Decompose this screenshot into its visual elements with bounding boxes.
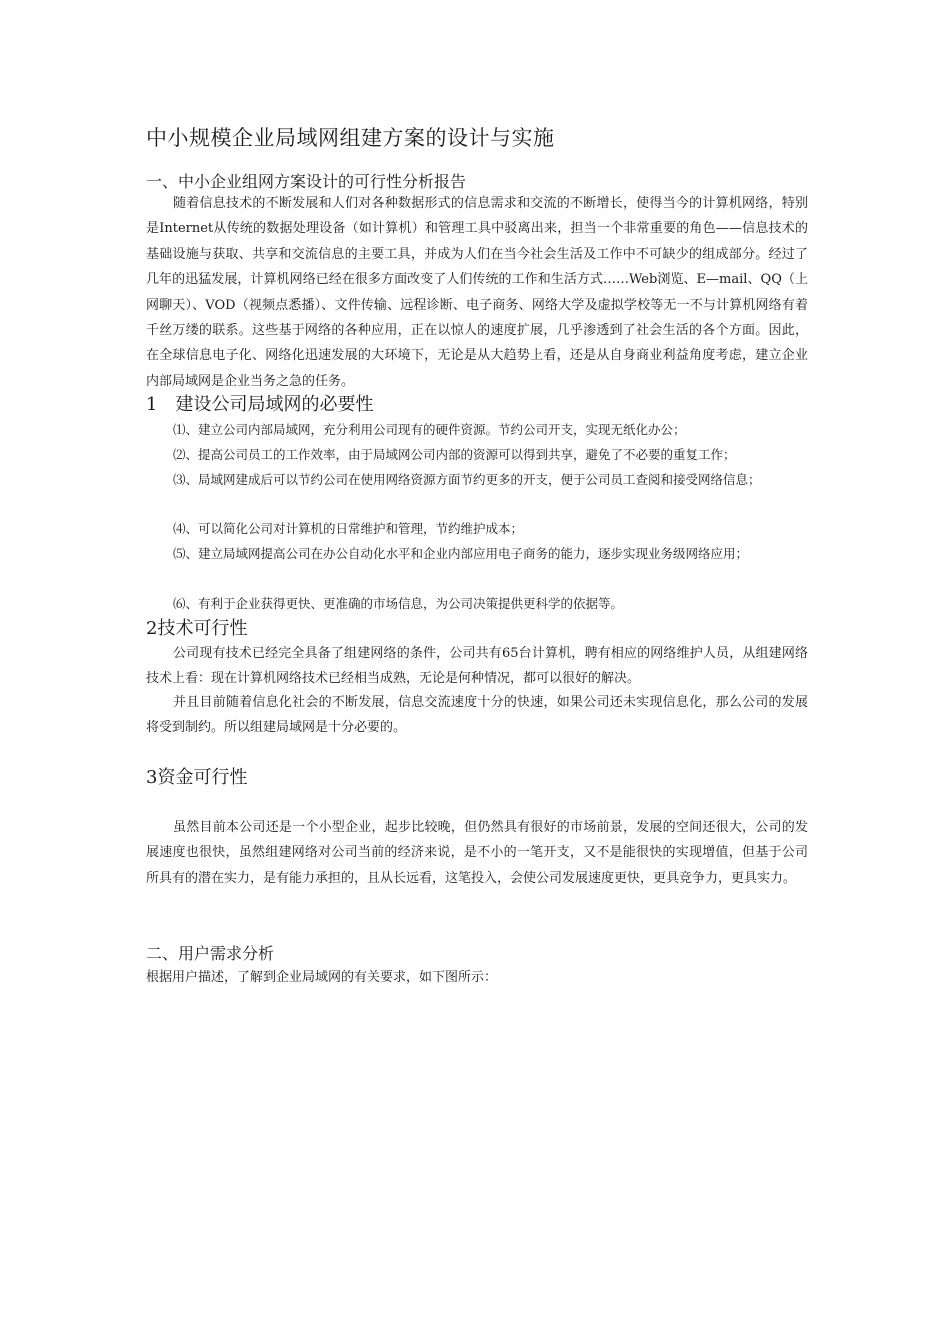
list-item: ⑹、有利于企业获得更快、更准确的市场信息，为公司决策提供更科学的依据等。 <box>173 596 624 611</box>
list-item: ⑶、局域网建成后可以节约公司在使用网络资源方面节约更多的开支，便于公司员工查阅和接受网络信息； <box>173 472 761 487</box>
list-item: ⑸、建立局域网提高公司在办公自动化水平和企业内部应用电子商务的能力，逐步实现业务级网络应用； <box>173 546 749 561</box>
user-needs-paragraph: 根据用户描述，了解到企业局域网的有关要求，如下图所示： <box>146 970 498 985</box>
subsection-heading-necessity: 1 建设公司局域网的必要性 <box>146 394 374 415</box>
technical-paragraph: 公司现有技术已经完全具备了组建网络的条件，公司共有65台计算机，聘有相应的网络维护人员，从组建网络技术上看：现在计算机网络技术已经相当成熟，无论是何种情况，都可以很好的解决。 <box>146 646 808 687</box>
list-item: ⑴、建立公司内部局域网，充分利用公司现有的硬件资源。节约公司开支，实现无纸化办公； <box>173 422 686 437</box>
section-heading-feasibility: 一、中小企业组网方案设计的可行性分析报告 <box>146 172 467 191</box>
list-item: ⑷、可以简化公司对计算机的日常维护和管理，节约维护成本； <box>173 521 524 536</box>
section-heading-user-needs: 二、用户需求分析 <box>146 944 275 963</box>
funding-paragraph: 虽然目前本公司还是一个小型企业，起步比较晚，但仍然具有很好的市场前景，发展的空间还很大，公司的发展速度也很快，虽然组建网络对公司当前的经济来说，是不小的一笔开支，又不是能很快的实现增值，但基于公司所具有的潜在实力，是有能力承担的，且从长远看，这笔投入，会使公司发展速度更快，更具竞争力，更具实力。 <box>146 820 808 886</box>
subsection-heading-technical: 2技术可行性 <box>146 618 248 639</box>
intro-paragraph: 随着信息技术的不断发展和人们对各种数据形式的信息需求和交流的不断增长，使得当今的计算机网络，特别是Internet从传统的数据处理设备（如计算机）和管理工具中驳离出来，担当一个非常重要的角色——信息技术的基础设施与获取、共享和交流信息的主要工具，并成为人们在当今社会生活及工作中不可缺少的组成部分。经过了几年的迅猛发展，计算机网络已经在很多方面改变了人们传统的工作和生活方式……Web浏览、E—mail、QQ（上网聊天）、VOD（视频点悉播）、文件传输、远程诊断、电子商务、网络大学及虚拟学校等无一不与计算机网络有着千丝万缕的联系。这些基于网络的各种应用，正在以惊人的速度扩展，几乎渗透到了社会生活的各个方面。因此，在全球信息电子化、网络化迅速发展的大环境下，无论是从大趋势上看，还是从自身商业利益角度考虑，建立企业内部局域网是企业当务之急的任务。 <box>146 196 808 389</box>
list-item: ⑵、提高公司员工的工作效率，由于局域网公司内部的资源可以得到共享，避免了不必要的重复工作； <box>173 447 736 462</box>
technical-paragraph-2: 并且目前随着信息化社会的不断发展，信息交流速度十分的快速，如果公司还未实现信息化，那么公司的发展将受到制约。所以组建局域网是十分必要的。 <box>146 695 808 736</box>
subsection-heading-funding: 3资金可行性 <box>146 767 248 788</box>
document-title: 中小规模企业局域网组建方案的设计与实施 <box>146 126 555 150</box>
